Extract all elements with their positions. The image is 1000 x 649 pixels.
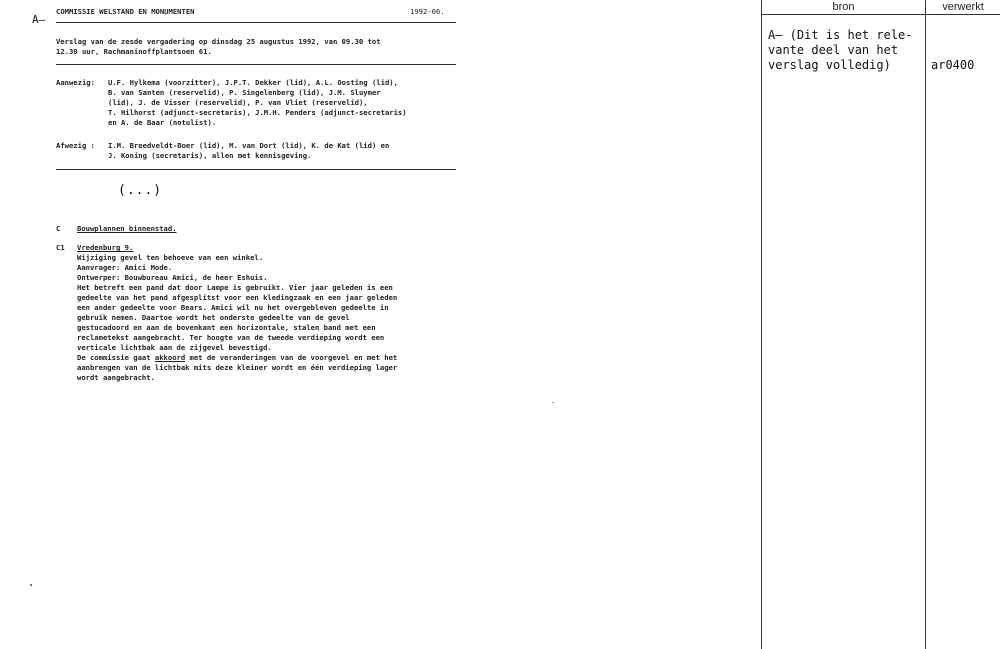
body-line: gebruik nemen. Daartoe wordt het onderste gedeelte van de gevel xyxy=(77,313,350,322)
body-line: gestucadoord en aan de bovenkant een horizontale, stalen band met een xyxy=(77,323,376,332)
intro-rule xyxy=(56,64,456,65)
body-line: Aanvrager: Amici Mode. xyxy=(77,263,173,272)
present-line: U.F. Hylkema (voorzitter), J.P.T. Dekker (lid), A.L. Oosting (lid), xyxy=(108,78,398,87)
decision-keyword: akkoord xyxy=(154,353,186,362)
verwerkt-code: ar0400 xyxy=(931,58,975,72)
bron-column-header: bron xyxy=(832,1,855,13)
bron-note-line: verslag volledig) xyxy=(768,58,891,72)
present-line: B. van Santen (reservelid), P. Singelenberg (lid), J.M. Sluymer xyxy=(108,88,381,97)
margin-mark: A— xyxy=(32,13,46,26)
intro-line-1: Verslag van de zesde vergadering op dinsdag 25 augustus 1992, van 09.30 tot xyxy=(56,37,381,46)
decision-post: met de veranderingen van de voorgevel en met het xyxy=(185,353,398,362)
body-line: reclametekst aangebracht. Ter hoogte van de tweede verdieping wordt een xyxy=(77,333,385,342)
decision-line xyxy=(77,353,397,363)
verwerkt-column-header: verwerkt xyxy=(942,1,984,13)
present-line: (lid), J. de Visser (reservelid), P. van Vliet (reservelid), xyxy=(108,98,368,107)
decision-line: aanbrengen van de lichtbak mits deze kleiner wordt en één verdieping lager xyxy=(77,363,398,372)
bron-note-line: A— (Dit is het rele- xyxy=(768,28,913,42)
column-header-rule xyxy=(761,14,1000,15)
absent-label: Afwezig : xyxy=(56,141,95,150)
present-line: en A. de Baar (notulist). xyxy=(108,118,217,127)
present-label: Aanwezig: xyxy=(56,78,95,87)
body-line: Ontwerper: Bouwbureau Amici, de heer Eshuis. xyxy=(77,273,268,282)
decision-line: wordt aangebracht. xyxy=(77,373,155,382)
body-line: verticale lichtbak aan de zijgevel bevestigd. xyxy=(77,343,272,352)
absent-rule xyxy=(56,169,456,170)
body-line: Het betreft een pand dat door Lampe is gebruikt. Vier jaar geleden is een xyxy=(77,283,393,292)
scan-speck xyxy=(30,584,32,586)
header-rule xyxy=(56,22,456,23)
absent-line: J. Koning (secretaris), allen met kennisgeving. xyxy=(108,151,312,160)
bron-column-left-border xyxy=(761,0,762,649)
body-line: gedeelte van het pand afgesplitst voor een kledingzaak en een jaar geleden xyxy=(77,293,398,302)
intro-line-2: 12.30 uur, Rachmaninoffplantsoen 61. xyxy=(56,47,212,56)
column-divider xyxy=(925,0,926,649)
header-date: 1992-06. xyxy=(410,7,445,16)
scan-speck xyxy=(552,402,554,403)
ellipsis-mark: (...) xyxy=(118,183,163,198)
section-title: Bouwplannen binnenstad. xyxy=(77,224,177,233)
header-commission-title: COMMISSIE WELSTAND EN MONUMENTEN xyxy=(56,7,195,16)
item-title: Vredenburg 9. xyxy=(77,243,134,252)
body-line: een ander gedeelte voor Bears. Amici wil nu het overgebleven gedeelte in xyxy=(77,303,389,312)
bron-note-line: vante deel van het xyxy=(768,43,899,57)
section-letter: C xyxy=(56,224,61,233)
absent-line: I.M. Breedveldt-Boer (lid), M. van Dort (lid), K. de Kat (lid) en xyxy=(108,141,390,150)
decision-pre: De commissie gaat xyxy=(77,353,155,362)
item-number: C1 xyxy=(56,243,65,252)
present-line: T. Hilhorst (adjunct-secretaris), J.M.H. Penders (adjunct-secretaris) xyxy=(108,108,407,117)
body-line: Wijziging gevel ten behoeve van een winkel. xyxy=(77,253,264,262)
